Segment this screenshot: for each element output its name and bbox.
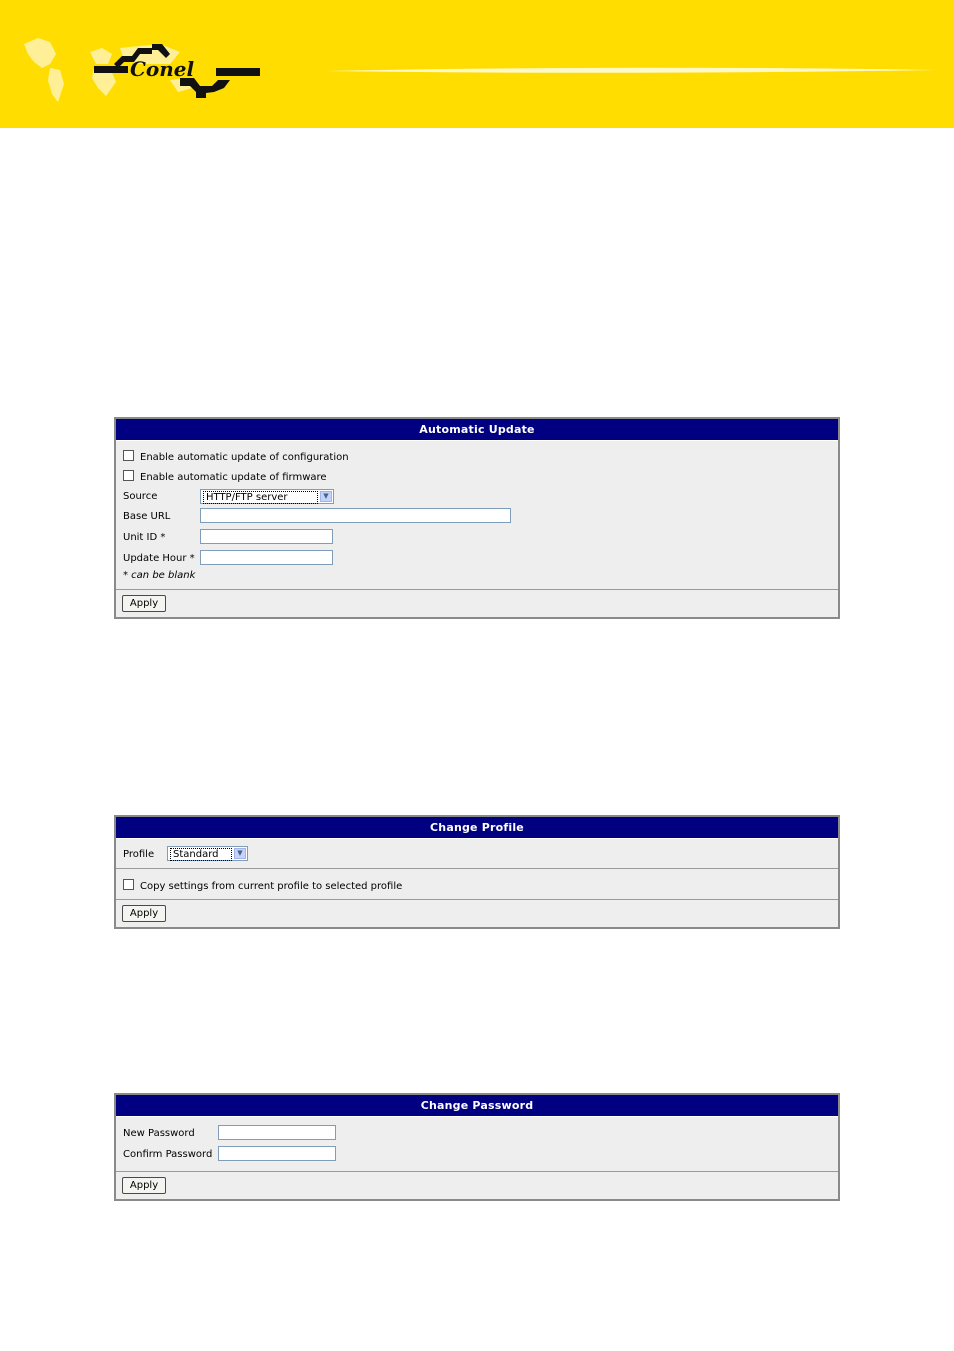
copy-settings-row[interactable] (123, 879, 402, 892)
panel-title: Change Profile (116, 817, 838, 839)
header-swoosh (325, 66, 937, 74)
copy-settings-label: Copy settings from current profile to selected profile (140, 881, 403, 892)
profile-value: Standard (170, 848, 232, 861)
divider (116, 1171, 838, 1172)
apply-button[interactable]: Apply (122, 1177, 166, 1194)
enable-config-label: Enable automatic update of configuration (140, 452, 349, 463)
enable-config-checkbox[interactable] (123, 450, 134, 461)
copy-settings-checkbox[interactable] (123, 879, 134, 890)
apply-button[interactable]: Apply (122, 905, 166, 922)
enable-firmware-label: Enable automatic update of firmware (140, 472, 327, 483)
divider (116, 899, 838, 900)
update-hour-input[interactable] (200, 550, 333, 565)
automatic-update-panel (114, 417, 840, 619)
conel-logo (20, 34, 270, 108)
source-value: HTTP/FTP server (203, 491, 318, 504)
enable-config-row[interactable] (123, 450, 349, 463)
enable-firmware-row[interactable] (123, 470, 327, 483)
divider (116, 589, 838, 590)
divider (116, 868, 838, 869)
confirm-password-label: Confirm Password (123, 1149, 213, 1160)
source-label: Source (123, 491, 158, 502)
blank-note: * can be blank (123, 570, 196, 581)
source-select[interactable] (200, 489, 334, 504)
new-password-label: New Password (123, 1128, 195, 1139)
panel-title: Change Password (116, 1095, 838, 1117)
change-password-panel (114, 1093, 840, 1201)
update-hour-label: Update Hour * (123, 553, 195, 564)
logo-text: Conel (130, 57, 195, 81)
unit-id-label: Unit ID * (123, 532, 166, 543)
new-password-input[interactable] (218, 1125, 336, 1140)
enable-firmware-checkbox[interactable] (123, 470, 134, 481)
unit-id-input[interactable] (200, 529, 333, 544)
panel-title: Automatic Update (116, 419, 838, 441)
base-url-label: Base URL (123, 511, 171, 522)
chevron-down-icon: ▼ (234, 848, 246, 859)
header-banner (0, 0, 954, 128)
change-profile-panel (114, 815, 840, 929)
apply-button[interactable]: Apply (122, 595, 166, 612)
confirm-password-input[interactable] (218, 1146, 336, 1161)
profile-select[interactable] (167, 846, 248, 861)
chevron-down-icon: ▼ (320, 491, 332, 502)
profile-label: Profile (123, 849, 155, 860)
base-url-input[interactable] (200, 508, 511, 523)
